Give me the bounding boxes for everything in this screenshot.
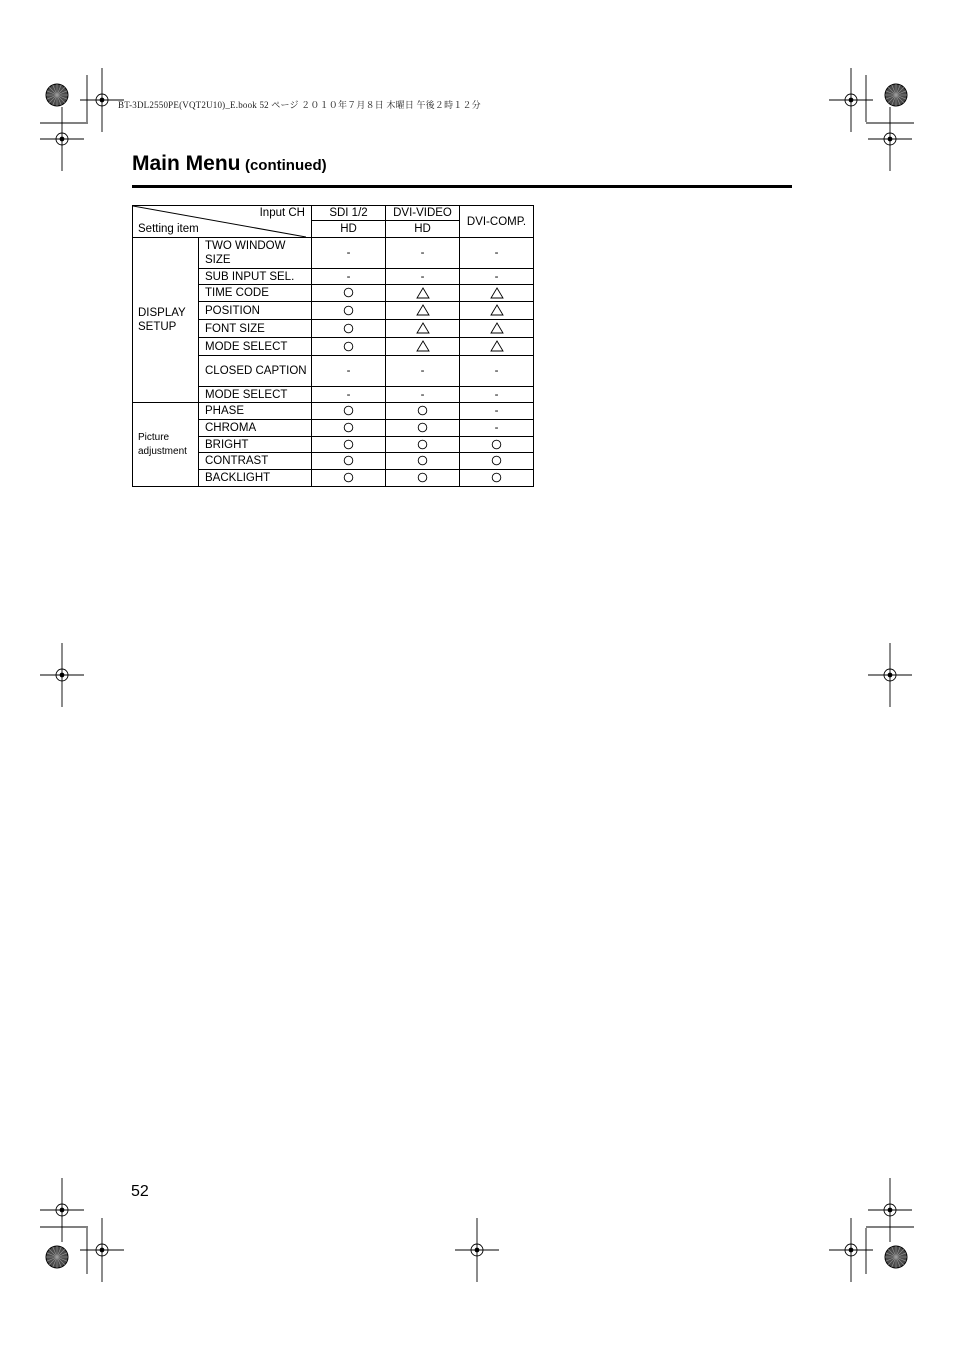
table-row [133,238,534,269]
not-available-dash: - [460,356,534,387]
available-circle-icon [312,338,386,356]
title-sub: (continued) [244,157,327,174]
setting-item-name: TWO WINDOW SIZE [199,238,312,269]
setting-item-name: CHROMA [199,420,312,437]
setting-item-name: POSITION [199,302,312,320]
available-circle-icon [312,302,386,320]
registration-crosshair-icon [455,1218,499,1282]
table-corner-cell [133,206,312,238]
not-available-dash: - [460,387,534,403]
not-available-dash: - [460,420,534,437]
category-display-setup: DISPLAY SETUP [133,238,199,403]
registration-crosshair-icon [829,1218,873,1282]
registration-crosshair-icon [868,643,912,707]
setting-item-name: SUB INPUT SEL. [199,269,312,285]
not-available-dash: - [460,238,534,269]
registration-crosshair-icon [40,643,84,707]
available-circle-icon [386,420,460,437]
setting-item-name: BRIGHT [199,437,312,453]
not-available-dash: - [386,356,460,387]
page-number: 52 [131,1183,149,1200]
table-header-row [133,206,534,221]
registration-crosshair-icon [829,68,873,132]
setting-item-name: PHASE [199,403,312,420]
title-main: Main Menu [132,152,241,175]
not-available-dash: - [312,356,386,387]
not-available-dash: - [386,387,460,403]
partial-triangle-icon [460,302,534,320]
available-circle-icon [312,285,386,302]
partial-triangle-icon [386,285,460,302]
registration-crosshair-icon [80,1218,124,1282]
col-header-dvi-comp: DVI-COMP. [460,206,534,238]
partial-triangle-icon [386,338,460,356]
col-header-sdi: SDI 1/2 [312,206,386,221]
setting-item-name: CLOSED CAPTION [199,356,312,387]
col-sub-sdi: HD [312,221,386,238]
setting-item-name: TIME CODE [199,285,312,302]
not-available-dash: - [312,269,386,285]
input-ch-label: Input CH [259,207,305,219]
setting-item-name: BACKLIGHT [199,470,312,487]
available-circle-icon [312,320,386,338]
available-circle-icon [312,437,386,453]
registration-crosshair-icon [868,1178,912,1242]
category-picture-adjustment: Picture adjustment [133,403,199,487]
color-target-icon [46,84,68,106]
page-title [132,152,327,176]
partial-triangle-icon [460,320,534,338]
available-circle-icon [386,453,460,470]
available-circle-icon [312,420,386,437]
available-circle-icon [312,470,386,487]
partial-triangle-icon [460,285,534,302]
available-circle-icon [312,453,386,470]
partial-triangle-icon [386,320,460,338]
setting-item-name: FONT SIZE [199,320,312,338]
setting-item-label: Setting item [138,223,199,235]
setting-item-name: MODE SELECT [199,387,312,403]
not-available-dash: - [460,403,534,420]
color-target-icon [46,1246,68,1268]
col-header-dvi-video: DVI-VIDEO [386,206,460,221]
available-circle-icon [460,437,534,453]
available-circle-icon [460,453,534,470]
menu-settings-table [132,205,534,487]
setting-item-name: MODE SELECT [199,338,312,356]
col-sub-dvi-video: HD [386,221,460,238]
color-target-icon [885,1246,907,1268]
registration-crosshair-icon [868,107,912,171]
not-available-dash: - [312,387,386,403]
title-underline [132,185,792,188]
registration-crosshair-icon [40,1178,84,1242]
not-available-dash: - [386,238,460,269]
available-circle-icon [386,470,460,487]
partial-triangle-icon [386,302,460,320]
available-circle-icon [386,403,460,420]
not-available-dash: - [460,269,534,285]
available-circle-icon [460,470,534,487]
partial-triangle-icon [460,338,534,356]
color-target-icon [885,84,907,106]
not-available-dash: - [386,269,460,285]
available-circle-icon [386,437,460,453]
available-circle-icon [312,403,386,420]
book-header-line: BT-3DL2550PE(VQT2U10)_E.book 52 ページ ２０１０年７月８日 木曜日 午後２時１２分 [118,100,481,110]
table-row [133,403,534,420]
registration-crosshair-icon [40,107,84,171]
not-available-dash: - [312,238,386,269]
setting-item-name: CONTRAST [199,453,312,470]
